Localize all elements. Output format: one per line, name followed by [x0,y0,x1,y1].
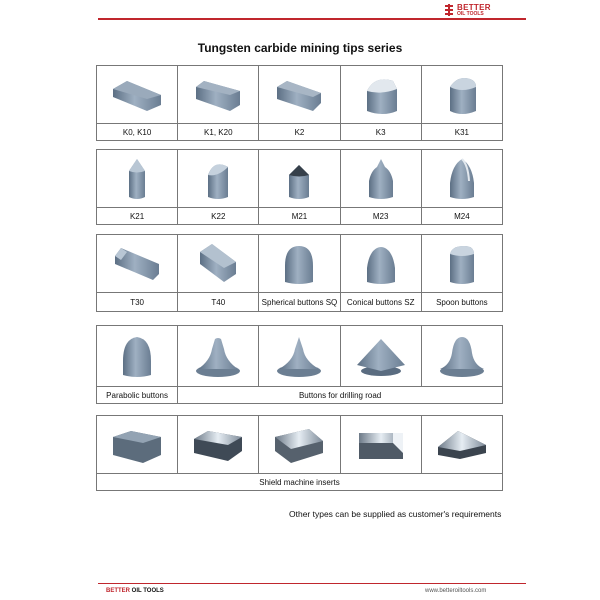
conical-button-icon [353,240,409,288]
logo-mark-icon [444,4,454,16]
tip-k1-icon [190,75,246,115]
tips-table-1 [96,65,503,141]
tips-table-2 [96,149,503,225]
product-label: K0, K10 [97,124,178,141]
product-label: T40 [178,293,259,312]
shield-insert-icon [351,423,411,467]
product-label: Buttons for drilling road [178,387,503,404]
tips-table-4 [96,325,503,404]
product-image-drilling-1 [178,326,259,387]
product-image-parabolic [97,326,178,387]
product-image-k21 [97,150,178,208]
product-image-drilling-2 [259,326,340,387]
tip-t30-icon [109,242,165,286]
product-label: K21 [97,208,178,225]
drilling-button-icon [188,331,248,381]
product-label: K1, K20 [178,124,259,141]
header-divider [98,18,526,20]
tip-k21-icon [109,155,165,203]
tip-m21-icon [271,155,327,203]
product-image-k0 [97,66,178,124]
tip-k31-icon [434,73,490,117]
spoon-button-icon [434,240,490,288]
product-label: Conical buttons SZ [340,293,421,312]
product-image-k3 [340,66,421,124]
product-image-k31 [421,66,502,124]
product-image-drilling-3 [340,326,421,387]
product-label: Parabolic buttons [97,387,178,404]
drilling-button-icon [351,331,411,381]
product-image-k1 [178,66,259,124]
tips-table-3 [96,234,503,312]
tip-m24-icon [434,155,490,203]
product-image-shield-3 [259,416,340,474]
product-label: M24 [421,208,502,225]
shield-insert-icon [269,423,329,467]
product-image-shield-4 [340,416,421,474]
product-label: M21 [259,208,340,225]
product-label: M23 [340,208,421,225]
page-title: Tungsten carbide mining tips series [197,41,403,55]
footer-divider [98,583,526,584]
product-label: Spherical buttons SQ [259,293,340,312]
product-image-spoon [421,235,502,293]
product-image-t40 [178,235,259,293]
product-label: Spoon buttons [421,293,502,312]
tip-k0-icon [109,75,165,115]
tip-t40-icon [190,240,246,288]
shield-insert-icon [432,423,492,467]
product-image-shield-1 [97,416,178,474]
product-label: K31 [421,124,502,141]
product-label: K22 [178,208,259,225]
shield-insert-icon [107,423,167,467]
product-image-drilling-4 [421,326,502,387]
footer-company-b: OIL TOOLS [131,588,164,594]
shield-insert-icon [188,423,248,467]
brand-logo [444,4,524,18]
footer-company [106,588,164,594]
parabolic-button-icon [109,331,165,381]
product-image-m21 [259,150,340,208]
product-image-conical [340,235,421,293]
product-label: Shield machine inserts [97,474,503,491]
product-image-spherical [259,235,340,293]
product-label: T30 [97,293,178,312]
tip-k3-icon [353,73,409,117]
product-image-m24 [421,150,502,208]
product-image-m23 [340,150,421,208]
drilling-button-icon [432,331,492,381]
drilling-button-icon [269,331,329,381]
product-image-shield-5 [421,416,502,474]
product-image-shield-2 [178,416,259,474]
spherical-button-icon [271,240,327,288]
tips-table-5 [96,415,503,491]
tip-k2-icon [271,75,327,115]
tip-k22-icon [190,155,246,203]
product-image-k2 [259,66,340,124]
product-image-t30 [97,235,178,293]
product-label: K3 [340,124,421,141]
footer-website[interactable]: www.betteroiltools.com [425,588,487,594]
footer-company-a: BETTER [106,588,130,594]
logo-subtext: OIL TOOLS [457,11,484,17]
footnote: Other types can be supplied as customer's requirements [289,509,502,519]
product-label: K2 [259,124,340,141]
logo-text: BETTER [457,3,491,12]
product-image-k22 [178,150,259,208]
tip-m23-icon [353,155,409,203]
